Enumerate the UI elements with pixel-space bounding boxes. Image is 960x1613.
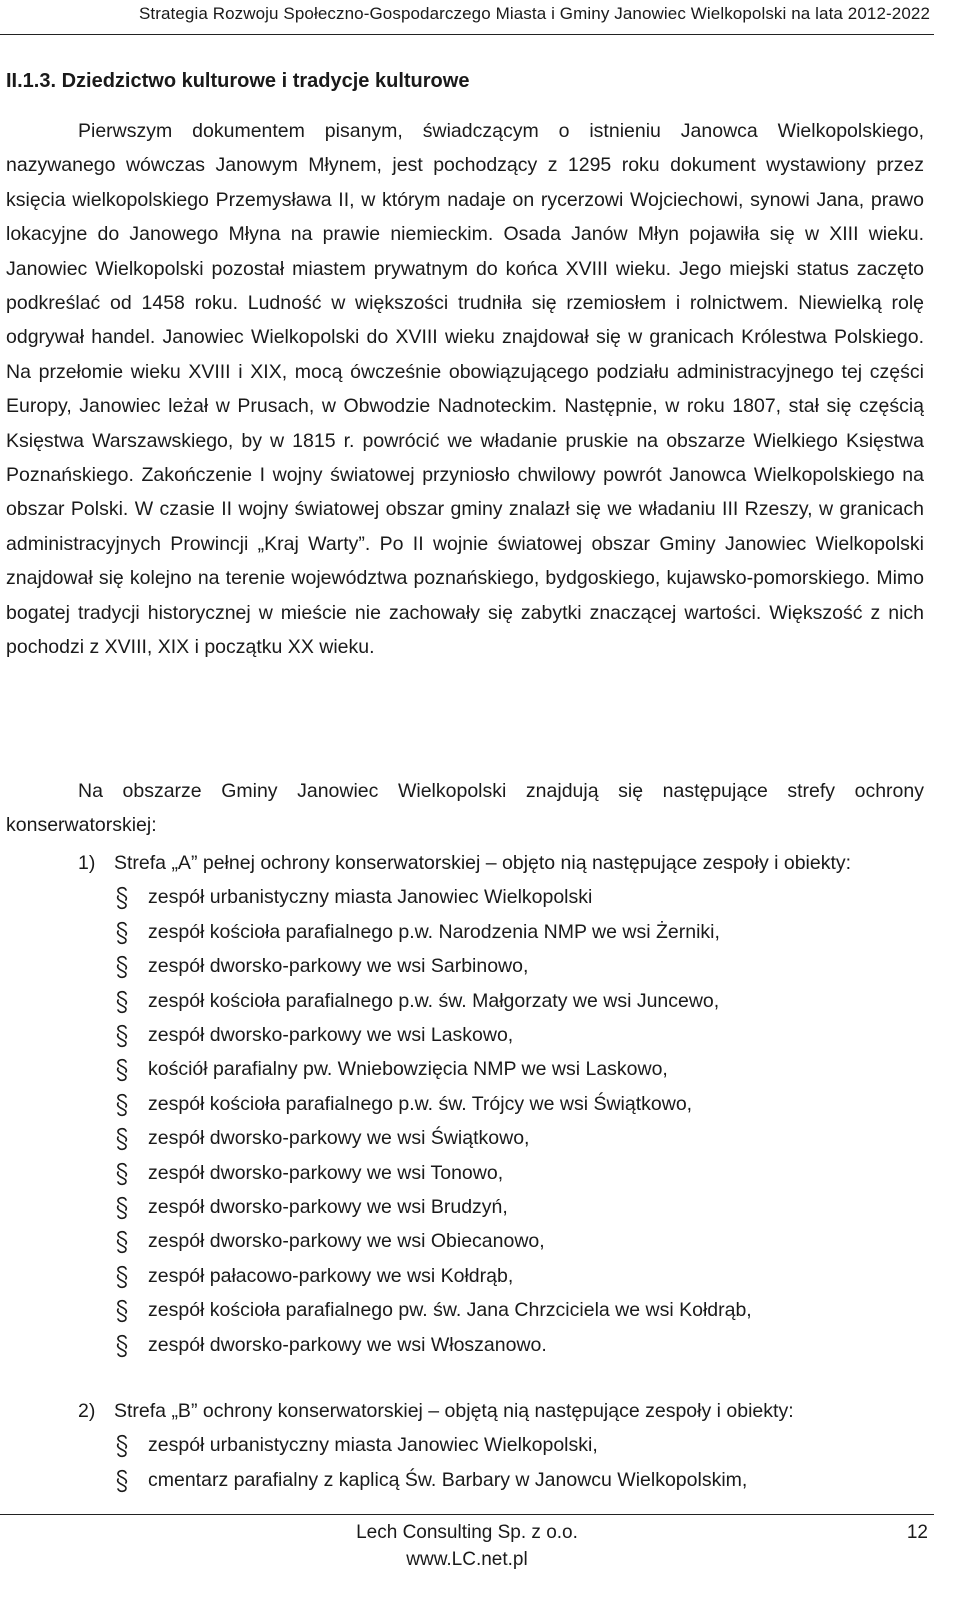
section-heading: II.1.3. Dziedzictwo kulturowe i tradycje kulturowe xyxy=(6,70,470,92)
section-sign-icon xyxy=(112,1162,132,1186)
section-sign-icon xyxy=(112,1058,132,1082)
list-item-text: zespół urbanistyczny miasta Janowiec Wielkopolski xyxy=(148,886,593,909)
list-item xyxy=(6,1463,924,1497)
zone-b xyxy=(6,1394,924,1497)
section-sign-icon xyxy=(112,1334,132,1358)
zone-number: 1) xyxy=(78,852,96,874)
list-item xyxy=(6,880,924,914)
section-sign-icon xyxy=(112,1434,132,1458)
zone-b-objects xyxy=(6,1428,924,1497)
section-sign-icon xyxy=(112,1299,132,1323)
zone-title: Strefa „B” ochrony konserwatorskiej – objętą nią następujące zespoły i obiekty: xyxy=(114,1400,794,1422)
list-item xyxy=(6,915,924,949)
section-sign-icon xyxy=(112,1024,132,1048)
list-item xyxy=(6,1224,924,1258)
list-item-text: zespół kościoła parafialnego pw. św. Jana Chrzciciela we wsi Kołdrąb, xyxy=(148,1299,752,1322)
list-item xyxy=(6,1121,924,1155)
list-item xyxy=(6,1259,924,1293)
list-item xyxy=(6,1087,924,1121)
section-sign-icon xyxy=(112,886,132,910)
list-item-text: zespół kościoła parafialnego p.w. św. Trójcy we wsi Świątkowo, xyxy=(148,1092,693,1115)
zone-title: Strefa „A” pełnej ochrony konserwatorskiej – objęto nią następujące zespoły i obiekty: xyxy=(114,852,852,874)
list-item xyxy=(6,1052,924,1086)
list-item-text: zespół dworsko-parkowy we wsi Brudzyń, xyxy=(148,1196,508,1219)
footer-company: Lech Consulting Sp. z o.o. xyxy=(356,1522,578,1543)
list-item-text: zespół dworsko-parkowy we wsi Obiecanowo, xyxy=(148,1230,545,1253)
footer-divider xyxy=(0,1514,934,1515)
section-sign-icon xyxy=(112,1127,132,1151)
list-item-text: zespół dworsko-parkowy we wsi Tonowo, xyxy=(148,1161,504,1184)
section-sign-icon xyxy=(112,1469,132,1493)
list-item-text: zespół pałacowo-parkowy we wsi Kołdrąb, xyxy=(148,1264,514,1287)
list-item xyxy=(6,1328,924,1362)
history-paragraph: Pierwszym dokumentem pisanym, świadczącym o istnieniu Janowca Wielkopolskiego, nazywanego wówczas Janowym Młynem, jest pochodzący z 1295 roku dokument wystawiony przez księcia wielkopolskiego Przemysława II, w którym nadaje on rycerzowi Wojciechowi, synowi Jana, prawo lokacyjne do Janowego Młyna na prawie niemieckim. Osada Janów Młyn pojawiła się w XIII wieku. Janowiec Wielkopolski pozostał miastem prywatnym do końca XVIII wieku. Jego miejski status zaczęto podkreślać od 1458 roku. Ludność w większości trudniła się rzemiosłem i rolnictwem. Niewielką rolę odgrywał handel. Janowiec Wielkopolski do XVIII wieku znajdował się w granicach Królestwa Polskiego. Na przełomie wieku XVIII i XIX, mocą ówcześnie obowiązującego podziału administracyjnego tej części Europy, Janowiec leżał w Prusach, w Obwodzie Nadnoteckim. Następnie, w roku 1807, stał się częścią Księstwa Warszawskiego, by w 1815 r. powrócić we władanie pruskie na obszarze Wielkiego Księstwa Poznańskiego. Zakończenie I wojny światowej przyniosło chwilowy powrót Janowca Wielkopolskiego na obszar Polski. W czasie II wojny światowej obszar gminy znalazł się we władaniu III Rzeszy, w granicach administracyjnych Prowincji „Kraj Warty”. Po II wojnie światowej obszar Gminy Janowiec Wielkopolski znajdował się kolejno na terenie województwa poznańskiego, bydgoskiego, kujawsko-pomorskiego. Mimo bogatej tradycji historycznej w mieście nie zachowały się zabytki znaczącej wartości. Większość z nich pochodzi z XVIII, XIX i początku XX wieku. xyxy=(6,120,924,659)
list-item-text: zespół dworsko-parkowy we wsi Sarbinowo, xyxy=(148,955,529,978)
zone-number: 2) xyxy=(78,1400,96,1422)
list-item xyxy=(6,984,924,1018)
section-sign-icon xyxy=(112,1230,132,1254)
zone-a xyxy=(6,846,924,1362)
list-item xyxy=(6,1156,924,1190)
list-item-text: zespół kościoła parafialnego p.w. Narodzenia NMP we wsi Żerniki, xyxy=(148,920,720,943)
zone-b-list xyxy=(6,1394,924,1497)
list-item-text: kościół parafialny pw. Wniebowzięcia NMP we wsi Laskowo, xyxy=(148,1058,668,1081)
zones-intro-paragraph: Na obszarze Gminy Janowiec Wielkopolski znajdują się następujące strefy ochrony konserwatorskiej: xyxy=(6,780,924,837)
list-item-text: zespół dworsko-parkowy we wsi Włoszanowo. xyxy=(148,1333,547,1356)
list-item-text: zespół urbanistyczny miasta Janowiec Wielkopolski, xyxy=(148,1434,598,1457)
list-item-text: zespół dworsko-parkowy we wsi Laskowo, xyxy=(148,1024,514,1047)
list-item xyxy=(6,1018,924,1052)
section-sign-icon xyxy=(112,955,132,979)
running-header: Strategia Rozwoju Społeczno-Gospodarczego Miasta i Gminy Janowiec Wielkopolski na lata 2012-2022 xyxy=(138,4,930,23)
section-sign-icon xyxy=(112,921,132,945)
header-divider xyxy=(0,34,934,35)
zone-a-objects xyxy=(6,880,924,1362)
list-item xyxy=(6,949,924,983)
section-sign-icon xyxy=(112,1265,132,1289)
section-sign-icon xyxy=(112,1093,132,1117)
list-item-text: cmentarz parafialny z kaplicą Św. Barbary w Janowcu Wielkopolskim, xyxy=(148,1468,748,1491)
list-item xyxy=(6,1293,924,1327)
list-item-text: zespół dworsko-parkowy we wsi Świątkowo, xyxy=(148,1127,530,1150)
section-sign-icon xyxy=(112,990,132,1014)
list-item-text: zespół kościoła parafialnego p.w. św. Małgorzaty we wsi Juncewo, xyxy=(148,989,720,1012)
list-item xyxy=(6,1428,924,1462)
section-sign-icon xyxy=(112,1196,132,1220)
zone-a-list xyxy=(6,846,924,1362)
list-item xyxy=(6,1190,924,1224)
footer-url: www.LC.net.pl xyxy=(406,1549,528,1570)
page-number: 12 xyxy=(906,1522,928,1543)
